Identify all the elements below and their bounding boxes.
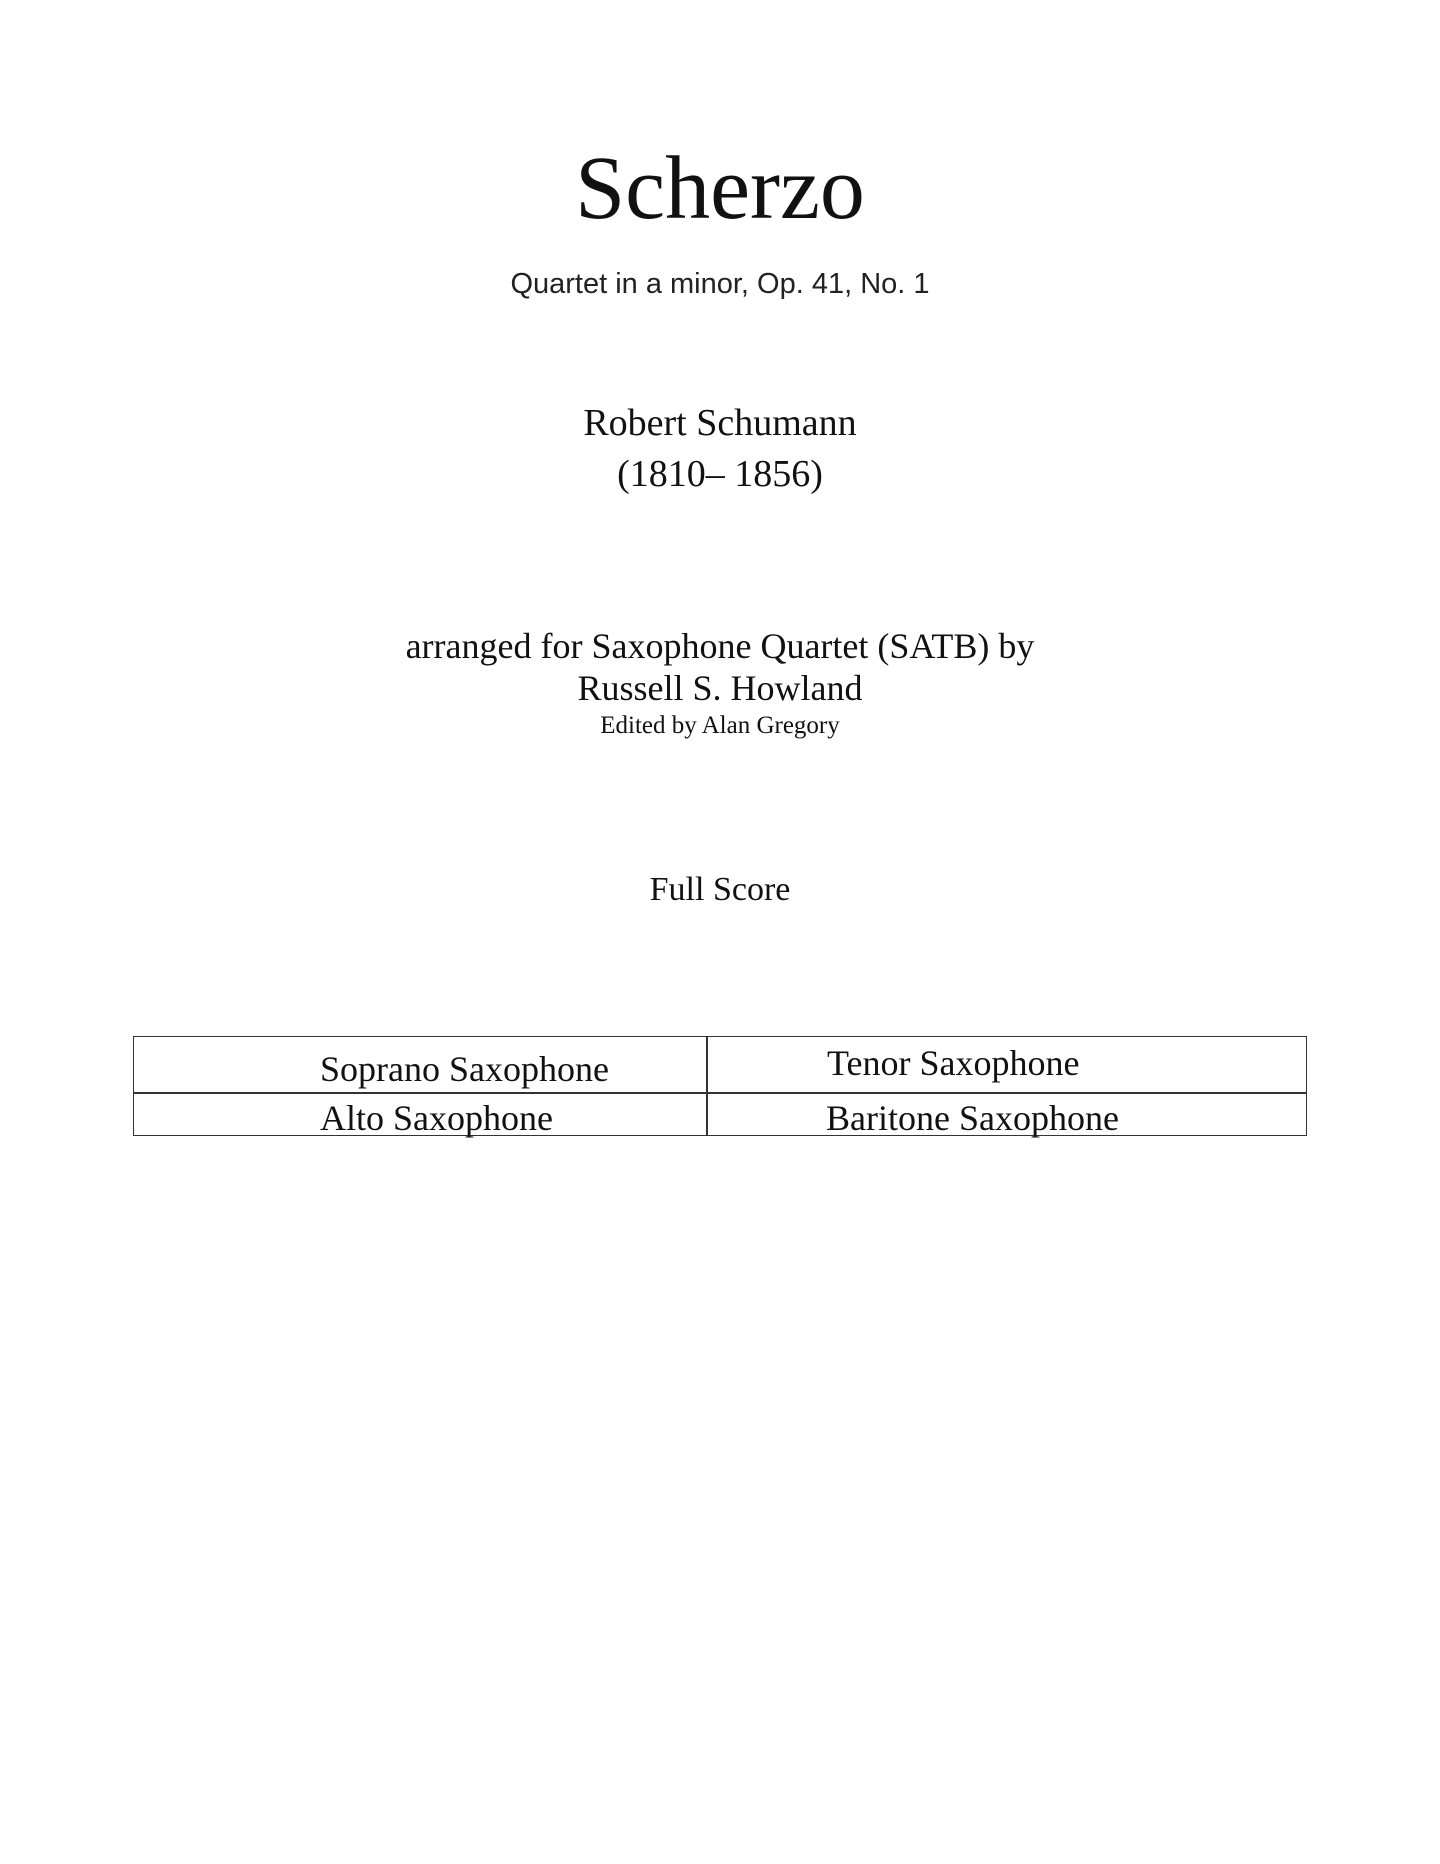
arranger-name: Russell S. Howland: [577, 668, 863, 708]
part-cell-baritone: Baritone Saxophone: [826, 1098, 1119, 1138]
composer-name: Robert Schumann: [583, 402, 857, 444]
part-cell-soprano: Soprano Saxophone: [320, 1049, 609, 1089]
page-title: Scherzo: [575, 139, 865, 238]
part-cell-alto: Alto Saxophone: [320, 1098, 553, 1138]
part-cell-tenor: Tenor Saxophone: [827, 1043, 1080, 1083]
work-subtitle: Quartet in a minor, Op. 41, No. 1: [510, 268, 930, 300]
table-row-divider: [134, 1092, 1306, 1094]
composer-dates: (1810– 1856): [617, 453, 823, 495]
score-type: Full Score: [649, 871, 791, 908]
editor-line: Edited by Alan Gregory: [600, 712, 840, 739]
table-column-divider: [706, 1037, 708, 1135]
arrangement-line: arranged for Saxophone Quartet (SATB) by: [405, 626, 1035, 666]
instrument-parts-table: [133, 1036, 1307, 1136]
